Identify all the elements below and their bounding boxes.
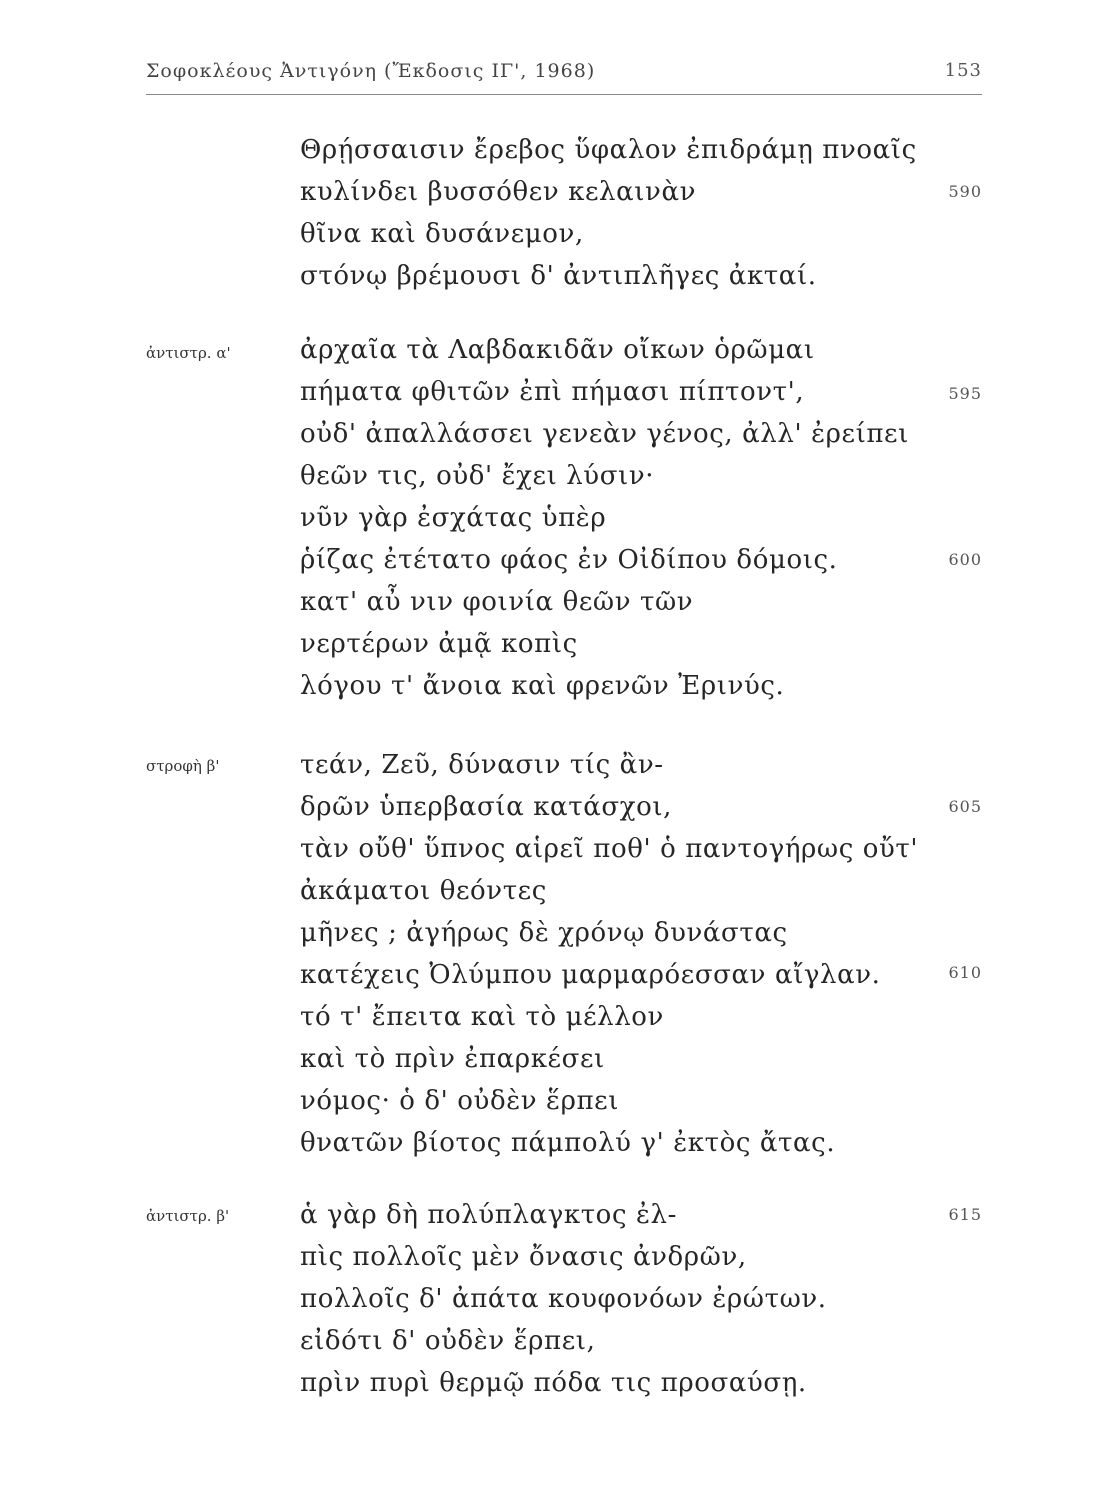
section-label: ἀντιστρ. β' <box>146 1207 230 1225</box>
line-number: 615 <box>948 1205 982 1224</box>
verse-line: οὐδ' ἀπαλλάσσει γενεὰν γένος, ἀλλ' ἐρείπει <box>300 419 909 449</box>
verse-line: Θρῄσσαισιν ἔρεβος ὕφαλον ἐπιδράμῃ πνοαῖς <box>300 135 917 165</box>
line-number: 610 <box>948 963 982 982</box>
section-label: ἀντιστρ. α' <box>146 344 231 362</box>
verse-line: ῥίζας ἐτέτατο φάος ἐν Οἰδίπου δόμοις. <box>300 545 838 575</box>
verse-line: ἀκάματοι θεόντες <box>300 876 547 906</box>
verse-line: θεῶν τις, οὐδ' ἔχει λύσιν· <box>300 461 655 491</box>
verse-line: κατ' αὖ νιν φοινία θεῶν τῶν <box>300 587 694 617</box>
verse-line: κυλίνδει βυσσόθεν κελαινὰν <box>300 177 697 207</box>
verse-line: τό τ' ἔπειτα καὶ τὸ μέλλον <box>300 1002 664 1032</box>
verse-line: εἰδότι δ' οὐδὲν ἕρπει, <box>300 1326 596 1356</box>
verse-line: νόμος· ὁ δ' οὐδὲν ἕρπει <box>300 1086 620 1116</box>
running-title: Σοφοκλέους Ἀντιγόνη (Ἔκδοσις ΙΓ', 1968) <box>146 60 596 82</box>
verse-line: μῆνες ; ἀγήρως δὲ χρόνῳ δυνάστας <box>300 918 788 948</box>
verse-line: καὶ τὸ πρὶν ἐπαρκέσει <box>300 1044 605 1074</box>
verse-line: θνατῶν βίοτος πάμπολύ γ' ἐκτὸς ἄτας. <box>300 1128 836 1158</box>
verse-line: τὰν οὔθ' ὕπνος αἱρεῖ ποθ' ὁ παντογήρως οὔτ' <box>300 834 919 864</box>
verse-line: θῖνα καὶ δυσάνεμον, <box>300 219 584 249</box>
verse-line: πολλοῖς δ' ἀπάτα κουφονόων ἐρώτων. <box>300 1284 827 1314</box>
verse-line: τεάν, Ζεῦ, δύνασιν τίς ἂν- <box>300 750 664 780</box>
line-number: 595 <box>948 384 982 403</box>
verse-line: πὶς πολλοῖς μὲν ὄνασις ἀνδρῶν, <box>300 1242 747 1272</box>
verse-line: κατέχεις Ὀλύμπου μαρμαρόεσσαν αἴγλαν. <box>300 960 881 990</box>
section-label: στροφὴ β' <box>146 757 220 775</box>
verse-line: στόνῳ βρέμουσι δ' ἀντιπλῆγες ἀκταί. <box>300 261 817 291</box>
page-header <box>146 60 982 94</box>
line-number: 605 <box>948 797 982 816</box>
verse-line: νῦν γὰρ ἐσχάτας ὑπὲρ <box>300 503 607 533</box>
verse-line: λόγου τ' ἄνοια καὶ φρενῶν Ἐρινύς. <box>300 671 785 701</box>
header-rule <box>146 94 982 95</box>
verse-line: νερτέρων ἀμᾷ κοπὶς <box>300 629 578 659</box>
page-number: 153 <box>944 60 982 81</box>
verse-line: πρὶν πυρὶ θερμῷ πόδα τις προσαύσῃ. <box>300 1368 807 1398</box>
verse-line: ἀρχαῖα τὰ Λαβδακιδᾶν οἴκων ὁρῶμαι <box>300 335 815 365</box>
verse-line: πήματα φθιτῶν ἐπὶ πήμασι πίπτοντ', <box>300 377 805 407</box>
line-number: 590 <box>948 182 982 201</box>
line-number: 600 <box>948 550 982 569</box>
verse-line: ἁ γὰρ δὴ πολύπλαγκτος ἐλ- <box>300 1200 677 1230</box>
verse-line: δρῶν ὑπερβασία κατάσχοι, <box>300 792 672 822</box>
